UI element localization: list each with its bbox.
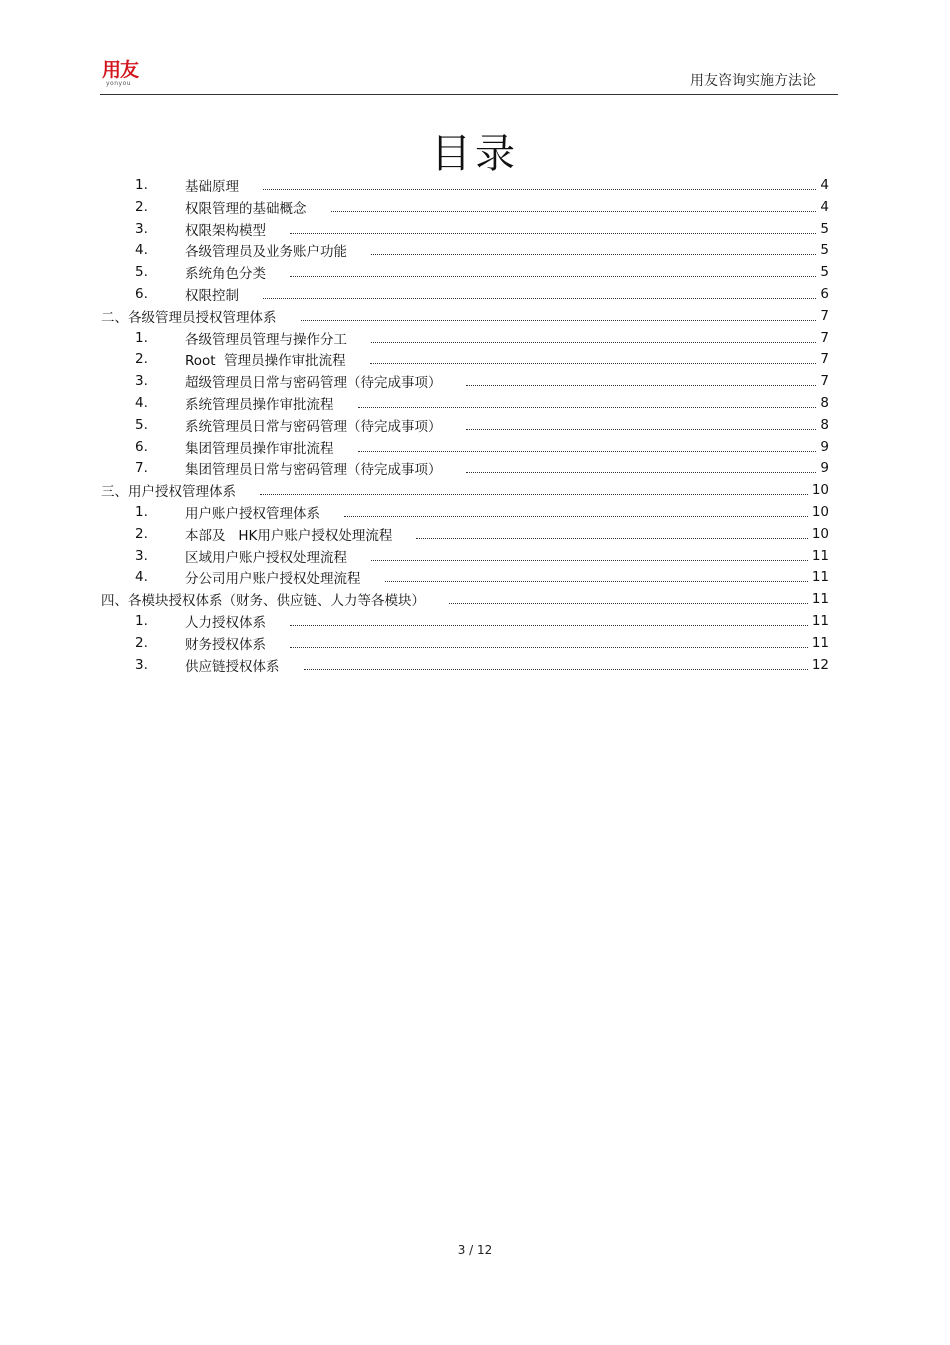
toc-entry-title: 本部及 HK用户账户授权处理流程 [185,527,393,544]
toc-entry-title: 各级管理员及业务账户功能 [185,244,347,261]
toc-entry-page: 6 [820,286,829,302]
toc-entry-title: 供应链授权体系 [185,658,280,675]
toc-entry-title: 集团管理员操作审批流程 [185,440,334,457]
toc-entry-page: 5 [820,242,829,259]
toc-entry-title: 用户账户授权管理体系 [185,506,320,522]
toc-entry-title: 超级管理员日常与密码管理（待完成事项） [185,375,442,392]
toc-entry-page: 7 [820,351,829,368]
toc-entry-title: 权限架构模型 [185,222,266,239]
toc-entry[interactable] [0,566,950,588]
toc-entry[interactable] [0,610,950,632]
toc-entry[interactable] [0,654,950,676]
toc-entry-title: 权限管理的基础概念 [185,200,307,217]
toc-dot-leader [466,428,817,430]
toc-entry[interactable] [0,305,950,327]
toc-entry-title: 分公司用户账户授权处理流程 [185,571,361,588]
toc-entry-page: 7 [820,307,829,324]
toc-entry-page: 10 [811,525,829,542]
toc-entry-title: 各级管理员管理与操作分工 [185,331,347,348]
toc-entry-title: Root 管理员操作审批流程 [185,353,346,370]
toc-entry-page: 11 [811,591,829,608]
toc-entry[interactable] [0,545,950,567]
toc-entry-number: 1. [135,504,148,520]
toc-entry-title: 系统管理员操作审批流程 [185,397,334,413]
toc-entry-page: 9 [820,460,829,477]
toc-entry-page: 4 [820,177,829,193]
page-title: 目录 [431,131,519,177]
toc-entry-page: 7 [820,373,829,390]
toc-entry-title: 基础原理 [185,179,239,195]
toc-entry-title: 三、用户授权管理体系 [101,484,236,501]
toc-dot-leader [370,362,817,364]
toc-entry[interactable] [0,632,950,654]
toc-entry-page: 4 [820,198,829,215]
page-number: 3 / 12 [457,1243,493,1257]
toc-entry[interactable] [0,457,950,479]
toc-dot-leader [290,232,816,234]
header-series-title: 用友咨询实施方法论 [690,73,816,89]
toc-entry-title: 区域用户账户授权处理流程 [185,549,347,566]
toc-dot-leader [290,624,808,626]
toc-entry-number: 2. [135,198,148,215]
toc-entry-title: 集团管理员日常与密码管理（待完成事项） [185,462,442,479]
toc-dot-leader [449,602,808,604]
toc-dot-leader [358,406,817,408]
toc-dot-leader [263,188,816,190]
toc-entry[interactable] [0,588,950,610]
toc-entry[interactable] [0,523,950,545]
logo-text: 用友 [102,59,139,81]
toc-entry[interactable] [0,479,950,501]
toc-entry-number: 3. [135,656,148,673]
toc-dot-leader [416,537,807,539]
toc-entry-number: 3. [135,547,148,564]
toc-entry-number: 3. [135,373,148,390]
toc-entry-page: 11 [811,569,829,586]
toc-entry[interactable] [0,218,950,240]
toc-entry-number: 3. [135,220,148,237]
toc-dot-leader [371,341,816,343]
toc-entry-page: 5 [820,220,829,237]
toc-entry[interactable] [0,196,950,218]
toc-entry-page: 8 [820,416,829,433]
toc-dot-leader [371,559,808,561]
toc-dot-leader [290,646,808,648]
toc-entry-number: 4. [135,569,148,586]
toc-dot-leader [466,384,817,386]
toc-entry-page: 11 [811,634,829,651]
toc-dot-leader [263,297,816,299]
toc-entry[interactable] [0,501,950,523]
toc-dot-leader [466,471,817,473]
toc-entry-page: 10 [811,482,829,499]
toc-entry-number: 6. [135,438,148,455]
toc-entry[interactable] [0,283,950,305]
toc-dot-leader [385,580,808,582]
toc-entry-page: 12 [811,656,829,673]
toc-entry[interactable] [0,327,950,349]
toc-entry[interactable] [0,239,950,261]
toc-entry-number: 1. [135,613,148,629]
toc-entry-title: 二、各级管理员授权管理体系 [101,309,277,326]
toc-entry-number: 4. [135,242,148,259]
toc-entry-page: 11 [811,613,829,629]
toc-entry-number: 6. [135,286,148,302]
toc-entry-number: 1. [135,177,148,193]
toc-entry[interactable] [0,392,950,414]
toc-entry[interactable] [0,414,950,436]
logo-subtext: yonyou [106,80,132,87]
toc-entry-number: 2. [135,525,148,542]
toc-entry[interactable] [0,348,950,370]
toc-entry-page: 9 [820,438,829,455]
toc-entry-title: 人力授权体系 [185,615,266,631]
toc-entry-title: 系统管理员日常与密码管理（待完成事项） [185,418,442,435]
toc-entry-page: 8 [820,395,829,411]
toc-dot-leader [301,319,817,321]
toc-entry-title: 系统角色分类 [185,266,266,283]
toc-entry-number: 1. [135,329,148,346]
toc-entry[interactable] [0,261,950,283]
toc-dot-leader [260,493,808,495]
toc-entry-number: 5. [135,416,148,433]
toc-entry[interactable] [0,436,950,458]
toc-entry-page: 7 [820,329,829,346]
toc-dot-leader [344,515,808,517]
toc-entry-page: 5 [820,264,829,281]
toc-dot-leader [371,253,816,255]
toc-dot-leader [290,275,816,277]
toc-entry-number: 2. [135,634,148,651]
page-header [100,52,838,95]
toc-entry[interactable] [0,174,950,196]
toc-entry-number: 5. [135,264,148,281]
toc-entry-title: 四、各模块授权体系（财务、供应链、人力等各模块） [101,593,425,610]
toc-entry-number: 4. [135,395,148,411]
toc-dot-leader [331,210,817,212]
toc-dot-leader [304,668,808,670]
toc-entry-title: 财务授权体系 [185,636,266,653]
toc-entry-number: 2. [135,351,148,368]
toc-entry-page: 11 [811,547,829,564]
toc-dot-leader [358,450,817,452]
toc-entry-page: 10 [811,504,829,520]
toc-entry-title: 权限控制 [185,288,239,304]
toc-entry-number: 7. [135,460,148,477]
yonyou-logo [100,55,148,91]
toc-entry[interactable] [0,370,950,392]
